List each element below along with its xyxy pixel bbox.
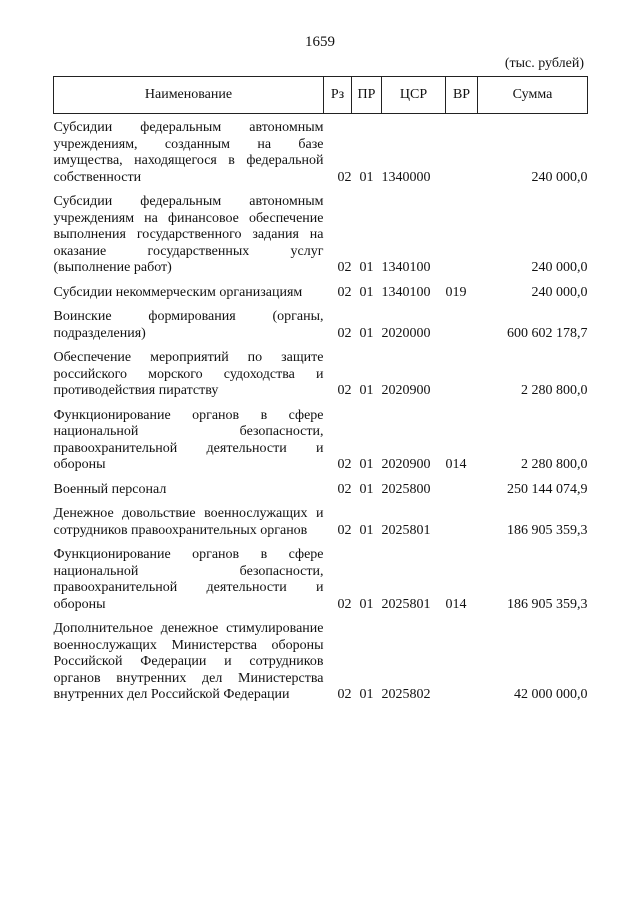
header-name: Наименование [54,77,324,114]
row-name: Денежное довольствие военнослужащих и сотрудников правоохранительных органов [53,506,324,538]
header-csr: ЦСР [382,77,446,114]
row-name: Дополнительное денежное стимулирование военнослужащих Министерства обороны Российской Федерации и сотрудников органов внутренних дел Министерства внутренних дел Российской Федерации [53,621,324,702]
row-vr: 019 [445,284,467,300]
row-name: Функционирование органов в сфере национальной безопасности, правоохранительной деятельности и обороны [53,407,324,472]
row-pr: 01 [359,457,374,472]
row-rz: 02 [337,481,352,497]
row-vr [446,613,478,704]
row-vr [446,342,478,400]
row-rz: 02 [337,383,352,398]
row-vr [446,114,478,187]
row-rz: 02 [337,260,352,275]
table-row [54,114,588,187]
table-row [54,301,588,342]
table-row [54,539,588,613]
row-vr [446,186,478,277]
row-csr: 1340100 [381,260,431,275]
header-rz: Рз [324,77,352,114]
row-name: Субсидии некоммерческим организациям [53,284,303,300]
row-rz: 02 [337,169,352,185]
row-csr: 1340100 [381,284,431,300]
table-header-row [54,77,588,114]
row-pr: 01 [359,260,374,275]
row-rz: 02 [337,325,352,341]
row-pr: 01 [359,481,374,497]
row-sum: 240 000,0 [531,284,588,300]
row-csr: 2025801 [381,596,431,612]
row-csr: 2025800 [381,481,431,497]
row-name: Военный персонал [53,481,167,497]
row-name: Субсидии федеральным автономным учреждениям, созданным на базе имущества, находящегося в федеральной собственности [53,120,324,185]
row-name: Субсидии федеральным автономным учреждениям на финансовое обеспечение выполнения государственного задания на оказание государственных услуг (выполнение работ) [53,194,324,275]
row-rz: 02 [337,522,352,538]
row-vr [446,301,478,342]
row-rz: 02 [337,457,352,472]
row-pr: 01 [359,284,374,300]
table-row [54,277,588,302]
header-pr: ПР [352,77,382,114]
row-name: Воинские формирования (органы, подразделения) [53,309,324,341]
row-sum: 186 905 359,3 [507,522,588,538]
row-sum: 42 000 000,0 [514,687,588,702]
row-rz: 02 [337,596,352,612]
table-row [54,613,588,704]
table-row [54,342,588,400]
row-sum: 250 144 074,9 [507,481,588,497]
header-vr: ВР [446,77,478,114]
row-pr: 01 [359,687,374,702]
row-rz: 02 [337,687,352,702]
row-pr: 01 [359,522,374,538]
row-csr: 2020900 [381,383,431,398]
row-csr: 2025801 [381,522,431,538]
header-sum: Сумма [478,77,588,114]
row-vr: 014 [445,457,467,472]
row-name: Обеспечение мероприятий по защите российского морского судоходства и противодействия пиратству [53,350,324,398]
row-sum: 2 280 800,0 [521,457,588,472]
row-csr: 2020000 [381,325,431,341]
row-vr [446,498,478,539]
row-rz: 02 [337,284,352,300]
budget-table [53,76,588,704]
row-sum: 186 905 359,3 [507,596,588,612]
row-sum: 600 602 178,7 [507,325,588,341]
row-csr: 1340000 [381,169,431,185]
table-row [54,474,588,499]
row-name: Функционирование органов в сфере национальной безопасности, правоохранительной деятельности и обороны [53,547,324,612]
table-row [54,186,588,277]
row-pr: 01 [359,169,374,185]
row-sum: 240 000,0 [531,260,588,275]
row-vr: 014 [445,596,467,612]
row-sum: 2 280 800,0 [521,383,588,398]
row-csr: 2020900 [381,457,431,472]
row-vr [446,474,478,499]
row-pr: 01 [359,383,374,398]
table-row [54,498,588,539]
table-row [54,400,588,474]
row-csr: 2025802 [381,687,431,702]
units-label: (тыс. рублей) [504,56,584,71]
page-number: 1659 [305,34,335,50]
row-pr: 01 [359,596,374,612]
row-sum: 240 000,0 [531,169,588,185]
row-pr: 01 [359,325,374,341]
